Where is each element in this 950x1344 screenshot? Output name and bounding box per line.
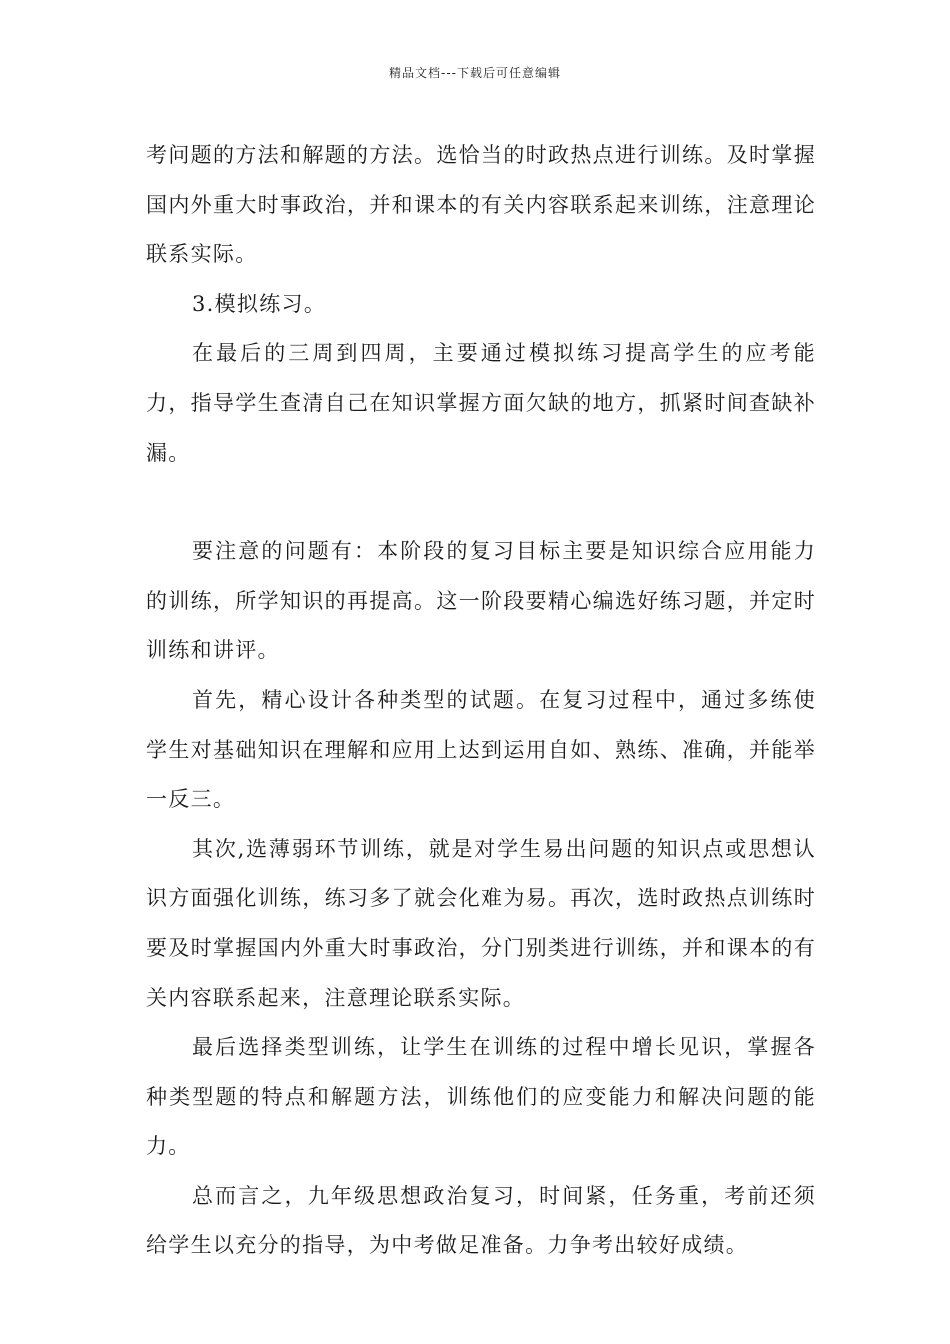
section-heading-mock-practice: 3.模拟练习。 — [192, 291, 327, 316]
paragraph-first: 首先，精心设计各种类型的试题。在复习过程中，通过多练使学生对基础知识在理解和应用上达到运用自如、熟练、准确，并能举一反三。 — [146, 687, 816, 812]
paragraph-continuation: 考问题的方法和解题的方法。选恰当的时政热点进行训练。及时掌握国内外重大时事政治，并和课本的有关内容联系起来训练，注意理论联系实际。 — [146, 143, 816, 267]
paragraph-last: 最后选择类型训练，让学生在训练的过程中增长见识，掌握各种类型题的特点和解题方法，训练他们的应变能力和解决问题的能力。 — [146, 1035, 816, 1159]
paragraph-mock-practice: 在最后的三周到四周，主要通过模拟练习提高学生的应考能力，指导学生查清自己在知识掌握方面欠缺的地方，抓紧时间查缺补漏。 — [146, 341, 816, 465]
page-header: 精品文档---下载后可任意编辑 — [389, 66, 561, 80]
paragraph-second: 其次,选薄弱环节训练，就是对学生易出问题的知识点或思想认识方面强化训练，练习多了就会化难为易。再次，选时政热点训练时要及时掌握国内外重大时事政治，分门别类进行训练，并和课本的有关内容联系起来，注意理论联系实际。 — [146, 836, 816, 1010]
paragraph-conclusion: 总而言之，九年级思想政治复习，时间紧，任务重，考前还须给学生以充分的指导，为中考做足准备。力争考出较好成绩。 — [146, 1183, 816, 1258]
document-body — [146, 131, 816, 1271]
paragraph-notes: 要注意的问题有：本阶段的复习目标主要是知识综合应用能力的训练，所学知识的再提高。这一阶段要精心编选好练习题，并定时训练和讲评。 — [146, 539, 816, 663]
